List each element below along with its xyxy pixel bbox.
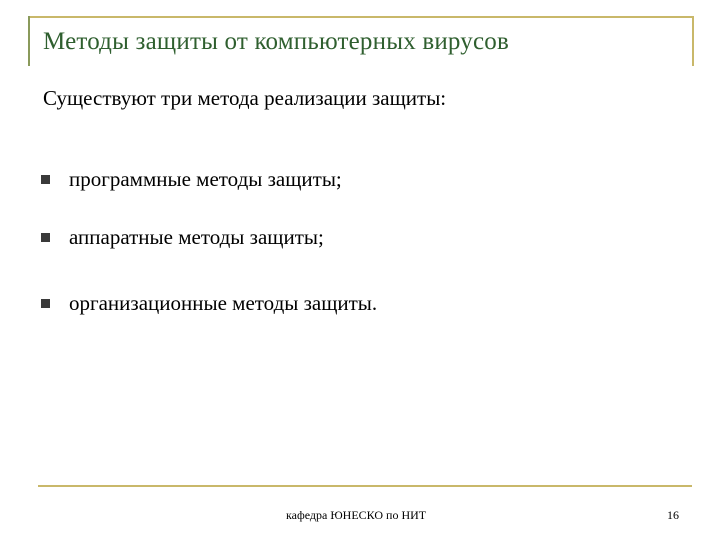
- bullet-text: программные методы защиты;: [69, 167, 342, 191]
- square-bullet-icon: [41, 233, 50, 242]
- slide-title: Методы защиты от компьютерных вирусов: [43, 28, 510, 55]
- bullet-item: [41, 225, 324, 250]
- bullet-item: [41, 167, 342, 192]
- footer-rule: [38, 485, 692, 487]
- page-number: 16: [667, 508, 679, 522]
- bullet-text: организационные методы защиты.: [69, 291, 378, 315]
- bullet-item: [41, 291, 377, 316]
- square-bullet-icon: [41, 175, 50, 184]
- footer-text: кафедра ЮНЕСКО по НИТ: [286, 508, 427, 522]
- square-bullet-icon: [41, 299, 50, 308]
- title-left-rule: [28, 16, 30, 66]
- intro-text: Существуют три метода реализации защиты:: [43, 86, 447, 110]
- bullet-text: аппаратные методы защиты;: [69, 225, 324, 249]
